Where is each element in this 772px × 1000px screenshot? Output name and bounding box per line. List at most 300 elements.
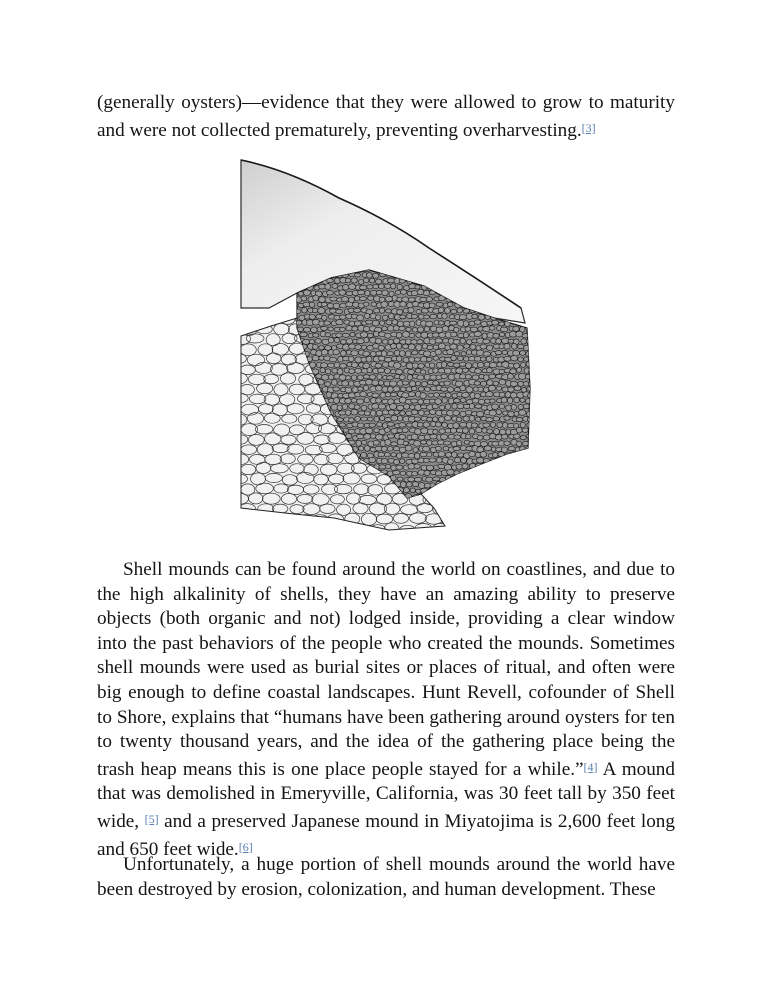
shell-mark bbox=[463, 321, 469, 327]
shell-mark bbox=[438, 321, 444, 325]
shell-mark bbox=[414, 441, 421, 447]
shell-mark bbox=[499, 322, 505, 326]
shell-mark bbox=[517, 273, 523, 277]
shell-mark bbox=[426, 477, 433, 482]
shell-mark bbox=[423, 351, 430, 357]
shell-mound-illustration bbox=[239, 158, 533, 532]
shell-mark bbox=[521, 362, 526, 367]
shell-mark bbox=[453, 447, 460, 451]
shell-mark bbox=[413, 448, 418, 453]
shell-mark bbox=[354, 273, 360, 277]
shell-mark bbox=[523, 296, 529, 302]
shell-mark bbox=[519, 494, 526, 499]
shell-mark bbox=[420, 393, 426, 399]
shell-mark bbox=[523, 286, 529, 290]
shell-mark bbox=[499, 379, 506, 385]
shell-mark bbox=[426, 297, 432, 302]
shell-mark bbox=[411, 410, 418, 415]
shell-mark bbox=[394, 363, 401, 369]
shell-mark bbox=[451, 332, 457, 337]
shell-mark bbox=[439, 417, 445, 423]
shell-mark bbox=[380, 416, 385, 421]
footnote-link-5[interactable]: [5] bbox=[144, 811, 159, 826]
shell-mark bbox=[406, 327, 411, 331]
shell-mark bbox=[442, 326, 449, 332]
shell-mark bbox=[480, 344, 487, 349]
shell-mark bbox=[407, 375, 413, 381]
shell-mark bbox=[400, 351, 406, 357]
shell-mark bbox=[333, 387, 340, 391]
shell-mark bbox=[414, 464, 420, 469]
shell-mark bbox=[423, 446, 430, 451]
shell-mark bbox=[469, 415, 475, 421]
shell-mark bbox=[265, 514, 279, 524]
shell-mark bbox=[483, 352, 491, 356]
shell-mark bbox=[408, 369, 415, 374]
shell-mark bbox=[363, 302, 369, 306]
shell-mark bbox=[389, 314, 395, 319]
shell-mark bbox=[354, 405, 360, 410]
shell-mark bbox=[389, 381, 397, 386]
shell-mark bbox=[469, 429, 475, 434]
shell-mark bbox=[472, 496, 478, 500]
shell-mark bbox=[465, 482, 472, 488]
shell-mark bbox=[410, 321, 415, 327]
shell-mark bbox=[372, 380, 379, 385]
shell-mark bbox=[520, 436, 526, 440]
shell-mark bbox=[412, 472, 418, 476]
shell-mark bbox=[399, 375, 405, 380]
shell-mark bbox=[489, 484, 496, 488]
shell-mark bbox=[390, 284, 395, 289]
shell-mark bbox=[514, 397, 520, 402]
shell-mark bbox=[382, 327, 388, 331]
shell-mark bbox=[454, 482, 460, 487]
shell-mark bbox=[421, 428, 428, 434]
shell-mark bbox=[523, 476, 529, 481]
shell-mark bbox=[456, 417, 462, 422]
shell-mark bbox=[475, 369, 482, 374]
shell-mark bbox=[521, 388, 527, 393]
shell-mark bbox=[502, 422, 508, 428]
shell-mark bbox=[393, 387, 400, 392]
paragraph-text: A mound that was demolished in Emeryville, California, was 30 feet tall by 350 feet wide, bbox=[97, 758, 675, 832]
shell-mark bbox=[463, 476, 470, 481]
shell-mark bbox=[501, 483, 508, 489]
shell-mark bbox=[527, 417, 533, 423]
shell-mark bbox=[523, 308, 529, 313]
shell-mark bbox=[489, 326, 495, 330]
shell-mark bbox=[483, 326, 490, 331]
shell-mark bbox=[528, 345, 533, 350]
shell-mark bbox=[358, 280, 363, 285]
shell-mark bbox=[476, 417, 481, 421]
shell-mark bbox=[517, 286, 523, 291]
shell-mark bbox=[523, 453, 529, 458]
shell-mark bbox=[469, 403, 474, 409]
shell-mark bbox=[387, 352, 394, 356]
shell-mark bbox=[480, 451, 487, 457]
shell-mark bbox=[520, 290, 527, 296]
shell-mark bbox=[502, 458, 509, 463]
shell-mark bbox=[516, 441, 522, 446]
shell-mark bbox=[458, 356, 464, 361]
shell-mark bbox=[517, 489, 524, 494]
shell-mark bbox=[432, 417, 438, 422]
shell-mark bbox=[386, 320, 392, 325]
shell-mark bbox=[499, 501, 505, 506]
shell-mark bbox=[526, 266, 532, 272]
shell-mark bbox=[442, 422, 448, 427]
shell-mark bbox=[364, 313, 370, 318]
shell-mark bbox=[493, 382, 499, 386]
shell-mark bbox=[457, 308, 462, 313]
shell-mark bbox=[520, 483, 526, 487]
shell-mark bbox=[426, 465, 433, 470]
shell-mark bbox=[445, 308, 451, 314]
shell-mark bbox=[435, 399, 442, 405]
shell-mark bbox=[460, 482, 466, 487]
shell-mark bbox=[361, 332, 368, 338]
shell-mark bbox=[493, 417, 499, 422]
shell-mark bbox=[508, 398, 513, 404]
shell-mark bbox=[421, 440, 427, 444]
shell-mark bbox=[406, 351, 412, 357]
shell-mark bbox=[342, 297, 349, 302]
shell-mark bbox=[433, 345, 438, 350]
shell-mark bbox=[385, 296, 392, 301]
shell-mark bbox=[417, 375, 424, 380]
shell-mark bbox=[478, 327, 483, 331]
shell-mark bbox=[433, 381, 439, 386]
shell-mark bbox=[453, 340, 460, 345]
shell-mark bbox=[387, 387, 393, 393]
shell-mark bbox=[436, 302, 443, 306]
shell-mark bbox=[504, 356, 511, 361]
shell-mark bbox=[345, 387, 352, 393]
shell-mark bbox=[386, 309, 392, 313]
shell-mark bbox=[457, 440, 462, 445]
shell-mark bbox=[520, 278, 525, 283]
shell-mark bbox=[460, 398, 466, 402]
shell-mark bbox=[511, 465, 517, 469]
shell-mark bbox=[381, 351, 387, 357]
shell-mark bbox=[528, 465, 534, 469]
shell-mark bbox=[529, 429, 533, 433]
shell-mark bbox=[497, 386, 502, 390]
shell-mark bbox=[469, 451, 475, 457]
shell-mark bbox=[438, 308, 444, 313]
shell-mark bbox=[510, 272, 516, 278]
shell-mark bbox=[477, 483, 484, 489]
shell-mark bbox=[461, 501, 468, 506]
shell-mark bbox=[470, 345, 476, 350]
shell-mark bbox=[342, 381, 349, 386]
shell-mark bbox=[415, 382, 420, 386]
shell-mark bbox=[435, 338, 442, 343]
shell-mark bbox=[400, 387, 406, 391]
shell-mark bbox=[360, 392, 367, 397]
shell-mark bbox=[303, 327, 310, 332]
shell-mark bbox=[424, 411, 430, 415]
shell-mark bbox=[495, 351, 502, 355]
shell-mark bbox=[462, 368, 469, 372]
shell-mark bbox=[526, 351, 533, 356]
shell-mark bbox=[518, 345, 525, 349]
shell-mark bbox=[409, 333, 414, 337]
shell-mark bbox=[490, 422, 495, 427]
shell-mark bbox=[381, 302, 388, 308]
shell-mark bbox=[526, 339, 532, 344]
footnote-link-3[interactable]: [3] bbox=[581, 120, 596, 135]
shell-mark bbox=[472, 266, 478, 271]
shell-mark bbox=[516, 418, 523, 422]
shell-mark bbox=[441, 387, 448, 391]
footnote-link-6[interactable]: [6] bbox=[238, 839, 253, 854]
shell-mark bbox=[427, 489, 434, 494]
shell-mark bbox=[334, 278, 340, 284]
shell-mark bbox=[312, 308, 318, 312]
shell-mark bbox=[391, 415, 398, 421]
shell-mark bbox=[476, 428, 482, 433]
shell-mark bbox=[459, 362, 466, 366]
shell-mark bbox=[496, 459, 502, 463]
shell-mark bbox=[529, 489, 533, 495]
shell-mark bbox=[499, 285, 506, 290]
shell-mark bbox=[324, 321, 331, 325]
shell-mark bbox=[430, 314, 437, 319]
shell-mark bbox=[453, 410, 460, 415]
shell-mark bbox=[339, 423, 345, 427]
shell-mark bbox=[438, 500, 444, 506]
shell-mark bbox=[435, 446, 441, 450]
shell-mark bbox=[373, 331, 379, 337]
shell-mark bbox=[391, 442, 398, 446]
shell-mark bbox=[455, 457, 461, 462]
shell-mark bbox=[387, 278, 394, 283]
shell-mark bbox=[474, 332, 482, 337]
shell-mark bbox=[298, 515, 312, 525]
shell-mark bbox=[337, 418, 343, 422]
shell-mark bbox=[353, 308, 360, 312]
shell-mark bbox=[484, 470, 490, 475]
shell-mark bbox=[300, 332, 308, 336]
shell-mark bbox=[376, 385, 383, 391]
shell-mark bbox=[394, 459, 400, 464]
shell-mark bbox=[402, 381, 409, 385]
shell-mark bbox=[381, 459, 388, 464]
shell-mark bbox=[523, 441, 529, 445]
shell-mark bbox=[513, 290, 520, 294]
shell-mark bbox=[464, 344, 470, 348]
shell-mark bbox=[481, 478, 487, 483]
shell-mark bbox=[337, 405, 342, 410]
shell-mark bbox=[390, 404, 397, 410]
shell-mark bbox=[400, 411, 405, 416]
shell-mark bbox=[448, 302, 453, 307]
shell-mark bbox=[326, 392, 331, 398]
shell-mark bbox=[488, 273, 493, 277]
shell-mark bbox=[447, 459, 453, 464]
shell-mark bbox=[433, 477, 440, 481]
shell-mark bbox=[467, 495, 473, 499]
shell-mark bbox=[340, 315, 347, 319]
shell-mark bbox=[391, 344, 397, 349]
shell-mark bbox=[463, 428, 469, 433]
shell-mark bbox=[496, 471, 502, 476]
shell-mark bbox=[493, 465, 500, 471]
shell-mark bbox=[316, 374, 322, 379]
shell-mark bbox=[405, 445, 412, 451]
shell-mark bbox=[496, 483, 503, 487]
shell-mark bbox=[397, 477, 403, 481]
shell-mark bbox=[375, 338, 381, 344]
shell-mark bbox=[525, 278, 532, 283]
shell-mark bbox=[384, 333, 391, 338]
shell-mark bbox=[380, 321, 385, 326]
shell-mark bbox=[361, 452, 367, 458]
shell-mark bbox=[502, 362, 510, 368]
shell-mark bbox=[484, 495, 491, 499]
shell-mark bbox=[457, 477, 464, 482]
shell-mark bbox=[528, 296, 533, 300]
shell-mark bbox=[497, 362, 502, 367]
shell-mark bbox=[370, 351, 376, 356]
shell-mark bbox=[414, 417, 421, 421]
shell-mark bbox=[319, 321, 325, 326]
shell-mark bbox=[302, 339, 309, 344]
shell-mark bbox=[461, 352, 466, 356]
shell-mark bbox=[309, 340, 315, 344]
shell-mark bbox=[518, 357, 524, 362]
shell-mark bbox=[318, 308, 325, 314]
shell-mark bbox=[371, 302, 376, 306]
shell-mark bbox=[381, 446, 387, 451]
shell-mark bbox=[432, 404, 438, 409]
shell-mark bbox=[357, 315, 364, 321]
shell-mark bbox=[309, 302, 315, 307]
shell-mark bbox=[376, 290, 382, 294]
shell-mark bbox=[313, 295, 319, 301]
shell-mark bbox=[458, 453, 464, 457]
shell-mark bbox=[373, 284, 379, 288]
shell-mark bbox=[418, 410, 424, 416]
shell-mark bbox=[530, 500, 533, 505]
shell-mark bbox=[462, 393, 470, 398]
shell-mark bbox=[416, 310, 421, 314]
shell-mark bbox=[359, 286, 367, 290]
shell-mark bbox=[338, 411, 346, 415]
shell-mark bbox=[346, 326, 353, 331]
shell-mark bbox=[393, 446, 399, 450]
shell-mark bbox=[506, 273, 512, 277]
shell-mark bbox=[423, 422, 430, 427]
shell-mark bbox=[365, 428, 373, 434]
shell-mark bbox=[470, 327, 477, 332]
shell-mark bbox=[499, 490, 506, 494]
shell-mark bbox=[319, 297, 326, 303]
shell-mark bbox=[495, 277, 502, 283]
shell-mark bbox=[357, 423, 364, 428]
shell-mark bbox=[502, 267, 508, 273]
shell-mark bbox=[526, 302, 532, 307]
shell-mark bbox=[493, 334, 499, 338]
shell-mark bbox=[412, 482, 418, 487]
shell-mark bbox=[454, 399, 461, 403]
shell-mark bbox=[420, 452, 427, 456]
shell-mark bbox=[354, 296, 360, 301]
shell-mark bbox=[332, 380, 338, 386]
shell-mark bbox=[351, 351, 358, 356]
shell-mark bbox=[356, 440, 361, 446]
shell-mark bbox=[504, 441, 510, 445]
shell-mark bbox=[359, 446, 364, 451]
shell-mark bbox=[526, 326, 531, 332]
shell-mark bbox=[364, 445, 370, 451]
shell-mark bbox=[325, 284, 331, 290]
shell-mark bbox=[490, 471, 497, 476]
shell-mark bbox=[387, 447, 393, 452]
shell-mark bbox=[378, 368, 385, 372]
shell-mark bbox=[429, 494, 436, 499]
shell-mark bbox=[451, 500, 458, 505]
shell-mark bbox=[313, 333, 319, 337]
shell-mark bbox=[358, 387, 364, 391]
shell-mark bbox=[511, 404, 516, 410]
shell-mark bbox=[423, 291, 430, 296]
shell-mark bbox=[298, 292, 304, 296]
shell-mark bbox=[301, 296, 307, 301]
shell-mark bbox=[418, 387, 424, 391]
shell-mark bbox=[368, 333, 374, 337]
shell-mark bbox=[386, 464, 391, 468]
footnote-link-4[interactable]: [4] bbox=[583, 759, 598, 774]
shell-mark bbox=[436, 458, 442, 463]
shell-mark bbox=[502, 434, 508, 439]
shell-mark bbox=[434, 393, 440, 398]
shell-mark bbox=[348, 381, 354, 386]
shell-mark bbox=[477, 266, 483, 271]
shell-mark bbox=[516, 427, 522, 433]
shell-mark bbox=[281, 514, 296, 525]
shell-mark bbox=[466, 350, 471, 355]
shell-mark bbox=[408, 392, 415, 397]
shell-mark bbox=[482, 428, 487, 433]
shell-mark bbox=[509, 291, 514, 296]
shell-mark bbox=[304, 524, 318, 532]
shell-mark bbox=[526, 496, 532, 500]
shell-mark bbox=[459, 496, 466, 500]
shell-mark bbox=[342, 404, 348, 410]
shell-mark bbox=[513, 350, 520, 356]
shell-mark bbox=[442, 495, 457, 504]
shell-mark bbox=[425, 387, 431, 392]
shell-mark bbox=[349, 369, 355, 374]
shell-mark bbox=[440, 405, 445, 410]
shell-mark bbox=[527, 387, 533, 391]
shell-mark bbox=[403, 321, 410, 326]
shell-mark bbox=[528, 369, 533, 374]
shell-mark bbox=[442, 482, 449, 488]
shell-mark bbox=[505, 489, 511, 494]
shell-mark bbox=[447, 482, 454, 488]
shell-mark bbox=[525, 375, 531, 380]
shell-mark bbox=[521, 339, 527, 344]
shell-mark bbox=[318, 379, 324, 385]
shell-mark bbox=[393, 338, 399, 344]
shell-mark bbox=[527, 315, 532, 320]
shell-mark bbox=[366, 320, 373, 324]
